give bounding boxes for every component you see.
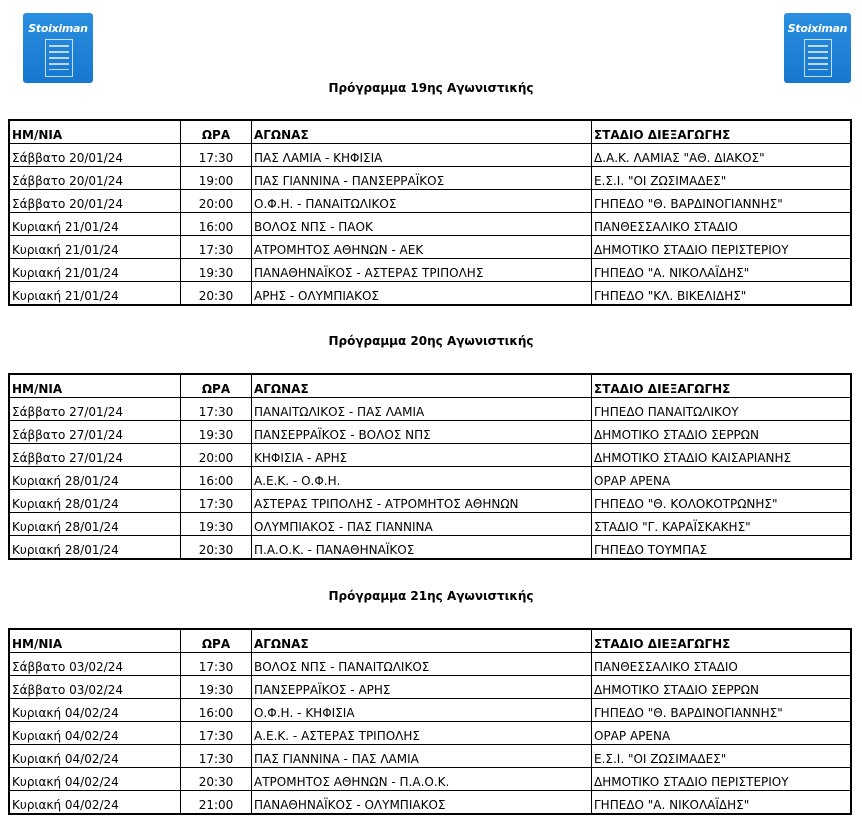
cell-date: Κυριακή 28/01/24 <box>9 467 181 490</box>
header-time: ΩΡΑ <box>181 629 252 653</box>
table-row <box>9 722 851 745</box>
cell-date: Κυριακή 04/02/24 <box>9 791 181 815</box>
cell-venue: ΔΗΜΟΤΙΚΟ ΣΤΑΔΙΟ ΣΕΡΡΩΝ <box>592 421 852 444</box>
cell-venue: ΟΡΑΡ ΑΡΕΝΑ <box>592 467 852 490</box>
cell-time: 16:00 <box>181 213 252 236</box>
cell-match: ΑΣΤΕΡΑΣ ΤΡΙΠΟΛΗΣ - ΑΤΡΟΜΗΤΟΣ ΑΘΗΝΩΝ <box>252 490 592 513</box>
cell-time: 17:30 <box>181 745 252 768</box>
table-row <box>9 791 851 815</box>
cell-time: 16:00 <box>181 699 252 722</box>
table-row <box>9 213 851 236</box>
cell-time: 19:30 <box>181 421 252 444</box>
cell-time: 19:30 <box>181 513 252 536</box>
table-row <box>9 282 851 306</box>
table-header-row <box>9 629 851 653</box>
cell-match: ΠΑΝΑΘΗΝΑΪΚΟΣ - ΟΛΥΜΠΙΑΚΟΣ <box>252 791 592 815</box>
cell-match: ΒΟΛΟΣ ΝΠΣ - ΠΑΝΑΙΤΩΛΙΚΟΣ <box>252 653 592 676</box>
cell-time: 20:00 <box>181 190 252 213</box>
table-row <box>9 676 851 699</box>
round-title-21: Πρόγραμμα 21ης Αγωνιστικής <box>328 589 534 603</box>
cell-date: Κυριακή 21/01/24 <box>9 282 181 306</box>
cell-venue: Ε.Σ.Ι. "ΟΙ ΖΩΣΙΜΑΔΕΣ" <box>592 167 852 190</box>
header-venue: ΣΤΑΔΙΟ ΔΙΕΞΑΓΩΓΗΣ <box>592 629 852 653</box>
table-row <box>9 421 851 444</box>
cell-venue: ΓΗΠΕΔΟ "Α. ΝΙΚΟΛΑΪΔΗΣ" <box>592 259 852 282</box>
table-row <box>9 653 851 676</box>
cell-time: 17:30 <box>181 490 252 513</box>
cell-venue: ΣΤΑΔΙΟ "Γ. ΚΑΡΑΪΣΚΑΚΗΣ" <box>592 513 852 536</box>
table-header-row <box>9 120 851 144</box>
cell-match: Ο.Φ.Η. - ΚΗΦΙΣΙΑ <box>252 699 592 722</box>
table-row <box>9 259 851 282</box>
cell-match: ΟΛΥΜΠΙΑΚΟΣ - ΠΑΣ ΓΙΑΝΝΙΝΑ <box>252 513 592 536</box>
cell-venue: ΔΗΜΟΤΙΚΟ ΣΤΑΔΙΟ ΚΑΙΣΑΡΙΑΝΗΣ <box>592 444 852 467</box>
cell-match: ΚΗΦΙΣΙΑ - ΑΡΗΣ <box>252 444 592 467</box>
cell-match: Α.Ε.Κ. - Ο.Φ.Η. <box>252 467 592 490</box>
table-header-row <box>9 374 851 398</box>
cell-venue: ΓΗΠΕΔΟ ΠΑΝΑΙΤΩΛΙΚΟΥ <box>592 398 852 421</box>
cell-venue: ΠΑΝΘΕΣΣΑΛΙΚΟ ΣΤΑΔΙΟ <box>592 653 852 676</box>
cell-time: 17:30 <box>181 722 252 745</box>
cell-venue: ΓΗΠΕΔΟ ΤΟΥΜΠΑΣ <box>592 536 852 560</box>
table-row <box>9 513 851 536</box>
cell-venue: ΓΗΠΕΔΟ "Θ. ΒΑΡΔΙΝΟΓΙΑΝΝΗΣ" <box>592 190 852 213</box>
table-row <box>9 398 851 421</box>
header-date: ΗΜ/ΝΙΑ <box>9 374 181 398</box>
cell-date: Κυριακή 28/01/24 <box>9 536 181 560</box>
cell-time: 21:00 <box>181 791 252 815</box>
cell-venue: ΓΗΠΕΔΟ "ΚΛ. ΒΙΚΕΛΙΔΗΣ" <box>592 282 852 306</box>
logo-brand-text: Stoiximan <box>787 22 848 35</box>
cell-date: Σάββατο 27/01/24 <box>9 444 181 467</box>
league-badge-icon <box>45 39 73 77</box>
cell-venue: ΓΗΠΕΔΟ "Θ. ΒΑΡΔΙΝΟΓΙΑΝΝΗΣ" <box>592 699 852 722</box>
cell-match: ΠΑΝΑΙΤΩΛΙΚΟΣ - ΠΑΣ ΛΑΜΙΑ <box>252 398 592 421</box>
logo-brand-text: Stoiximan <box>28 22 88 35</box>
cell-time: 20:30 <box>181 768 252 791</box>
cell-match: ΑΤΡΟΜΗΤΟΣ ΑΘΗΝΩΝ - Π.Α.Ο.Κ. <box>252 768 592 791</box>
cell-match: ΠΑΣ ΓΙΑΝΝΙΝΑ - ΠΑΝΣΕΡΡΑΪΚΟΣ <box>252 167 592 190</box>
round-title-19: Πρόγραμμα 19ης Αγωνιστικής <box>328 81 534 95</box>
cell-time: 20:00 <box>181 444 252 467</box>
cell-date: Κυριακή 28/01/24 <box>9 490 181 513</box>
cell-venue: ΔΗΜΟΤΙΚΟ ΣΤΑΔΙΟ ΠΕΡΙΣΤΕΡΙΟΥ <box>592 768 852 791</box>
round-title-20: Πρόγραμμα 20ης Αγωνιστικής <box>328 334 534 348</box>
cell-date: Σάββατο 03/02/24 <box>9 676 181 699</box>
cell-time: 17:30 <box>181 653 252 676</box>
cell-date: Κυριακή 21/01/24 <box>9 236 181 259</box>
table-row <box>9 144 851 167</box>
cell-date: Σάββατο 27/01/24 <box>9 421 181 444</box>
table-row <box>9 467 851 490</box>
cell-date: Κυριακή 28/01/24 <box>9 513 181 536</box>
cell-time: 19:30 <box>181 259 252 282</box>
cell-match: Π.Α.Ο.Κ. - ΠΑΝΑΘΗΝΑΪΚΟΣ <box>252 536 592 560</box>
cell-match: Ο.Φ.Η. - ΠΑΝΑΙΤΩΛΙΚΟΣ <box>252 190 592 213</box>
cell-venue: ΟΡΑΡ ΑΡΕΝΑ <box>592 722 852 745</box>
cell-time: 17:30 <box>181 398 252 421</box>
cell-date: Κυριακή 04/02/24 <box>9 745 181 768</box>
header-venue: ΣΤΑΔΙΟ ΔΙΕΞΑΓΩΓΗΣ <box>592 374 852 398</box>
cell-time: 19:00 <box>181 167 252 190</box>
cell-date: Σάββατο 20/01/24 <box>9 144 181 167</box>
header-venue: ΣΤΑΔΙΟ ΔΙΕΞΑΓΩΓΗΣ <box>592 120 852 144</box>
cell-venue: ΔΗΜΟΤΙΚΟ ΣΤΑΔΙΟ ΣΕΡΡΩΝ <box>592 676 852 699</box>
header-date: ΗΜ/ΝΙΑ <box>9 120 181 144</box>
cell-date: Σάββατο 27/01/24 <box>9 398 181 421</box>
cell-match: ΑΡΗΣ - ΟΛΥΜΠΙΑΚΟΣ <box>252 282 592 306</box>
cell-date: Κυριακή 04/02/24 <box>9 768 181 791</box>
cell-match: ΑΤΡΟΜΗΤΟΣ ΑΘΗΝΩΝ - ΑΕΚ <box>252 236 592 259</box>
cell-match: ΠΑΝΣΕΡΡΑΪΚΟΣ - ΑΡΗΣ <box>252 676 592 699</box>
stoiximan-league-logo-right <box>784 13 851 83</box>
cell-time: 19:30 <box>181 676 252 699</box>
cell-date: Σάββατο 03/02/24 <box>9 653 181 676</box>
cell-date: Κυριακή 04/02/24 <box>9 722 181 745</box>
cell-time: 17:30 <box>181 144 252 167</box>
cell-time: 20:30 <box>181 282 252 306</box>
cell-date: Κυριακή 21/01/24 <box>9 213 181 236</box>
cell-venue: Ε.Σ.Ι. "ΟΙ ΖΩΣΙΜΑΔΕΣ" <box>592 745 852 768</box>
table-row <box>9 167 851 190</box>
cell-time: 17:30 <box>181 236 252 259</box>
schedule-table-round-20 <box>8 373 852 560</box>
league-badge-icon <box>804 39 832 77</box>
cell-time: 16:00 <box>181 467 252 490</box>
schedule-table-round-21 <box>8 628 852 815</box>
cell-venue: ΔΗΜΟΤΙΚΟ ΣΤΑΔΙΟ ΠΕΡΙΣΤΕΡΙΟΥ <box>592 236 852 259</box>
header-time: ΩΡΑ <box>181 120 252 144</box>
cell-venue: Δ.Α.Κ. ΛΑΜΙΑΣ "ΑΘ. ΔΙΑΚΟΣ" <box>592 144 852 167</box>
cell-time: 20:30 <box>181 536 252 560</box>
table-row <box>9 536 851 560</box>
cell-venue: ΓΗΠΕΔΟ "Α. ΝΙΚΟΛΑΪΔΗΣ" <box>592 791 852 815</box>
cell-venue: ΓΗΠΕΔΟ "Θ. ΚΟΛΟΚΟΤΡΩΝΗΣ" <box>592 490 852 513</box>
cell-date: Σάββατο 20/01/24 <box>9 190 181 213</box>
table-row <box>9 745 851 768</box>
table-row <box>9 236 851 259</box>
cell-date: Κυριακή 21/01/24 <box>9 259 181 282</box>
table-row <box>9 699 851 722</box>
cell-date: Κυριακή 04/02/24 <box>9 699 181 722</box>
header-match: ΑΓΩΝΑΣ <box>252 374 592 398</box>
stoiximan-league-logo-left <box>23 13 93 83</box>
cell-venue: ΠΑΝΘΕΣΣΑΛΙΚΟ ΣΤΑΔΙΟ <box>592 213 852 236</box>
header-match: ΑΓΩΝΑΣ <box>252 120 592 144</box>
header-date: ΗΜ/ΝΙΑ <box>9 629 181 653</box>
table-row <box>9 190 851 213</box>
cell-match: ΠΑΣ ΛΑΜΙΑ - ΚΗΦΙΣΙΑ <box>252 144 592 167</box>
header-match: ΑΓΩΝΑΣ <box>252 629 592 653</box>
table-row <box>9 444 851 467</box>
schedule-table-round-19 <box>8 119 852 306</box>
cell-match: Α.Ε.Κ. - ΑΣΤΕΡΑΣ ΤΡΙΠΟΛΗΣ <box>252 722 592 745</box>
cell-match: ΠΑΝΣΕΡΡΑΪΚΟΣ - ΒΟΛΟΣ ΝΠΣ <box>252 421 592 444</box>
table-row <box>9 490 851 513</box>
cell-match: ΠΑΣ ΓΙΑΝΝΙΝΑ - ΠΑΣ ΛΑΜΙΑ <box>252 745 592 768</box>
cell-match: ΒΟΛΟΣ ΝΠΣ - ΠΑΟΚ <box>252 213 592 236</box>
table-row <box>9 768 851 791</box>
cell-match: ΠΑΝΑΘΗΝΑΪΚΟΣ - ΑΣΤΕΡΑΣ ΤΡΙΠΟΛΗΣ <box>252 259 592 282</box>
cell-date: Σάββατο 20/01/24 <box>9 167 181 190</box>
header-time: ΩΡΑ <box>181 374 252 398</box>
